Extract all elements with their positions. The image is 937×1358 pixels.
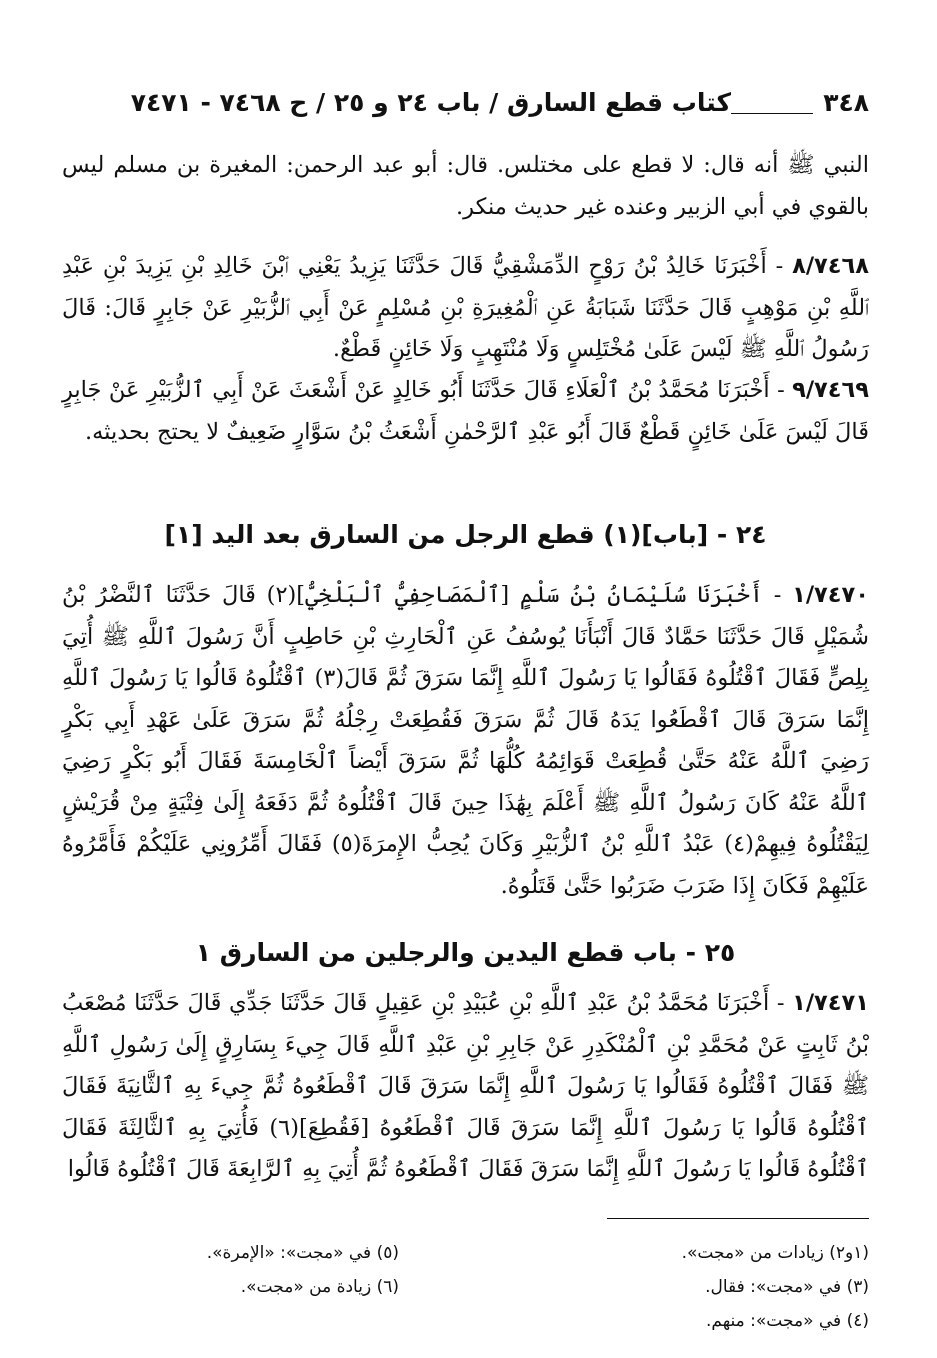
footnote-column-right <box>469 1236 869 1338</box>
page-number: ٣٤٨ <box>823 88 869 117</box>
footnote-column-left <box>0 1236 399 1304</box>
paragraph-text: النبي ﷺ أنه قال: لا قطع على مختلس. قال: أبو عبد الرحمن: المغيرة بن مسلم ليس بالقوي في أبي الزبير وعنده غير حديث منكر. <box>62 152 869 220</box>
footnote: (١و٢) زيادات من «مجت». <box>681 1243 869 1263</box>
body-block-4 <box>62 575 869 907</box>
hadith-text: - أَخْبَرَنَا خَالِدُ بْنُ رَوْحٍ الدِّمَشْقِيُّ قَالَ حَدَّثَنَا يَزِيدُ يَعْنِي ٱبْنَ خَالِدِ بْنِ يَزِيدَ بْنِ عَبْدِ ٱللَّهِ بْنِ مَوْهِبٍ قَالَ حَدَّثَنَا شَبَابَةُ عَنِ ٱلْمُغِيرَةِ بْنِ مُسْلِمٍ عَنْ أَبِي ٱلزُّبَيْرِ عَنْ جَابِرٍ قَالَ: قَالَ رَسُولُ ٱللَّهِ ﷺ لَيْسَ عَلَىٰ مُخْتَلِسٍ وَلَا مُنْتَهِبٍ وَلَا خَائِنٍ قَطْعٌ. <box>62 253 869 362</box>
chapter-heading-24: ٢٤ - [باب](١) قطع الرجل من السارق بعد اليد [١] <box>164 520 767 549</box>
hadith-7468 <box>62 246 869 371</box>
footnote: (٥) في «مجت»: «الإمرة». <box>206 1243 399 1263</box>
footnote: (٦) زيادة من «مجت». <box>240 1277 399 1297</box>
chapter-heading-25: ٢٥ - باب قطع اليدين والرجلين من السارق ١ <box>195 938 736 967</box>
running-title: كتاب قطع السارق / باب ٢٤ و ٢٥ / ح ٧٤٦٨ - ٧٤٧١ <box>130 88 731 117</box>
footnote: (٣) في «مجت»: فقال. <box>705 1277 869 1297</box>
hadith-number: ٩/٧٤٦٩ <box>792 377 869 403</box>
footnote-rule <box>607 1218 869 1219</box>
body-block-5 <box>62 983 869 1191</box>
hadith-7471 <box>62 983 869 1191</box>
hadith-number: ١/٧٤٧١ <box>792 990 869 1016</box>
running-header <box>60 88 869 122</box>
paragraph-continuation <box>62 145 869 228</box>
hadith-7469 <box>62 370 869 453</box>
hadith-text: - أَخْبَرَنَا مُحَمَّدُ بْنُ عَبْدِ ٱللَّهِ بْنِ عُبَيْدِ بْنِ عَقِيلٍ قَالَ حَدَّثَنَا جَدِّي قَالَ حَدَّثَنَا مُصْعَبُ بْنُ ثَابِتٍ عَنْ مُحَمَّدِ بْنِ ٱلْمُنْكَدِرِ عَنْ جَابِرِ بْنِ عَبْدِ ٱللَّهِ قَالَ جِيءَ بِسَارِقٍ إِلَىٰ رَسُولِ ٱللَّهِ ﷺ فَقَالَ ٱقْتُلُوهُ فَقَالُوا يَا رَسُولَ ٱللَّهِ إِنَّمَا سَرَقَ قَالَ ٱقْطَعُوهُ ثُمَّ جِيءَ بِهِ ٱلثَّانِيَةَ فَقَالَ ٱقْتُلُوهُ قَالُوا يَا رَسُولَ ٱللَّهِ إِنَّمَا سَرَقَ قَالَ ٱقْطَعُوهُ [فَقُطِعَ](٦) فَأُتِيَ بِهِ ٱلثَّالِثَةَ فَقَالَ ٱقْتُلُوهُ قَالُوا يَا رَسُولَ ٱللَّهِ إِنَّمَا سَرَقَ فَقَالَ ٱقْطَعُوهُ ثُمَّ أُتِيَ بِهِ ٱلرَّابِعَةَ قَالَ ٱقْتُلُوهُ قَالُوا <box>62 990 869 1182</box>
hadith-number: ٨/٧٤٦٨ <box>792 253 869 279</box>
header-rule <box>731 113 813 114</box>
hadith-7470 <box>62 575 869 907</box>
hadith-text: - أَخْبَرَنَا مُحَمَّدُ بْنُ ٱلْعَلَاءِ قَالَ حَدَّثَنَا أَبُو خَالِدٍ عَنْ أَشْعَثَ عَنْ أَبِي ٱلزُّبَيْرِ عَنْ جَابِرٍ قَالَ لَيْسَ عَلَىٰ خَائِنٍ قَطْعٌ قَالَ أَبُو عَبْدِ ٱلرَّحْمٰنِ أَشْعَثُ بْنُ سَوَّارٍ ضَعِيفٌ لا يحتج بحديثه. <box>62 377 869 445</box>
footnote: (٤) في «مجت»: منهم. <box>705 1311 869 1331</box>
body-block-3 <box>62 370 869 453</box>
body-block-1 <box>62 145 869 228</box>
body-block-2 <box>62 246 869 371</box>
hadith-text: - أَخْبَرَنَا سُلَيْمَانُ بْنُ سَلْمٍ [ٱلْمَصَاحِفِيُّ ٱلْبَلْخِيُّ](٢) قَالَ حَدَّثَنَا ٱلنَّضْرُ بْنُ شُمَيْلٍ قَالَ حَدَّثَنَا حَمَّادٌ قَالَ أَنْبَأَنَا يُوسُفُ عَنِ ٱلْحَارِثِ بْنِ حَاطِبٍ أَنَّ رَسُولَ ٱللَّهِ ﷺ أُتِيَ بِلِصٍّ فَقَالَ ٱقْتُلُوهُ فَقَالُوا يَا رَسُولَ ٱللَّهِ إِنَّمَا سَرَقَ ثُمَّ قَالَ(٣) ٱقْتُلُوهُ قَالُوا يَا رَسُولَ ٱللَّهِ إِنَّمَا سَرَقَ قَالَ ٱقْطَعُوا يَدَهُ قَالَ ثُمَّ سَرَقَ فَقُطِعَتْ رِجْلُهُ ثُمَّ سَرَقَ عَلَىٰ عَهْدِ أَبِي بَكْرٍ رَضِيَ ٱللَّهُ عَنْهُ حَتَّىٰ قُطِعَتْ قَوَائِمُهُ كُلُّهَا ثُمَّ سَرَقَ أَيْضاً ٱلْخَامِسَةَ فَقَالَ أَبُو بَكْرٍ رَضِيَ ٱللَّهُ عَنْهُ كَانَ رَسُولُ ٱللَّهِ ﷺ أَعْلَمَ بِهَٰذَا حِينَ قَالَ ٱقْتُلُوهُ ثُمَّ دَفَعَهُ إِلَىٰ فِتْيَةٍ مِنْ قُرَيْشٍ لِيَقْتُلُوهُ فِيهِمْ(٤) عَبْدُ ٱللَّهِ بْنُ ٱلزُّبَيْرِ وَكَانَ يُحِبُّ الإِمرَةَ(٥) فَقَالَ أَمِّرُونِي عَلَيْكُمْ فَأَمَّرُوهُ عَلَيْهِمْ فَكَانَ إِذَا ضَرَبَ ضَرَبُوا حَتَّىٰ قَتَلُوهُ. <box>62 582 870 899</box>
footnotes <box>60 1236 869 1346</box>
hadith-number: ١/٧٤٧٠ <box>792 582 869 608</box>
